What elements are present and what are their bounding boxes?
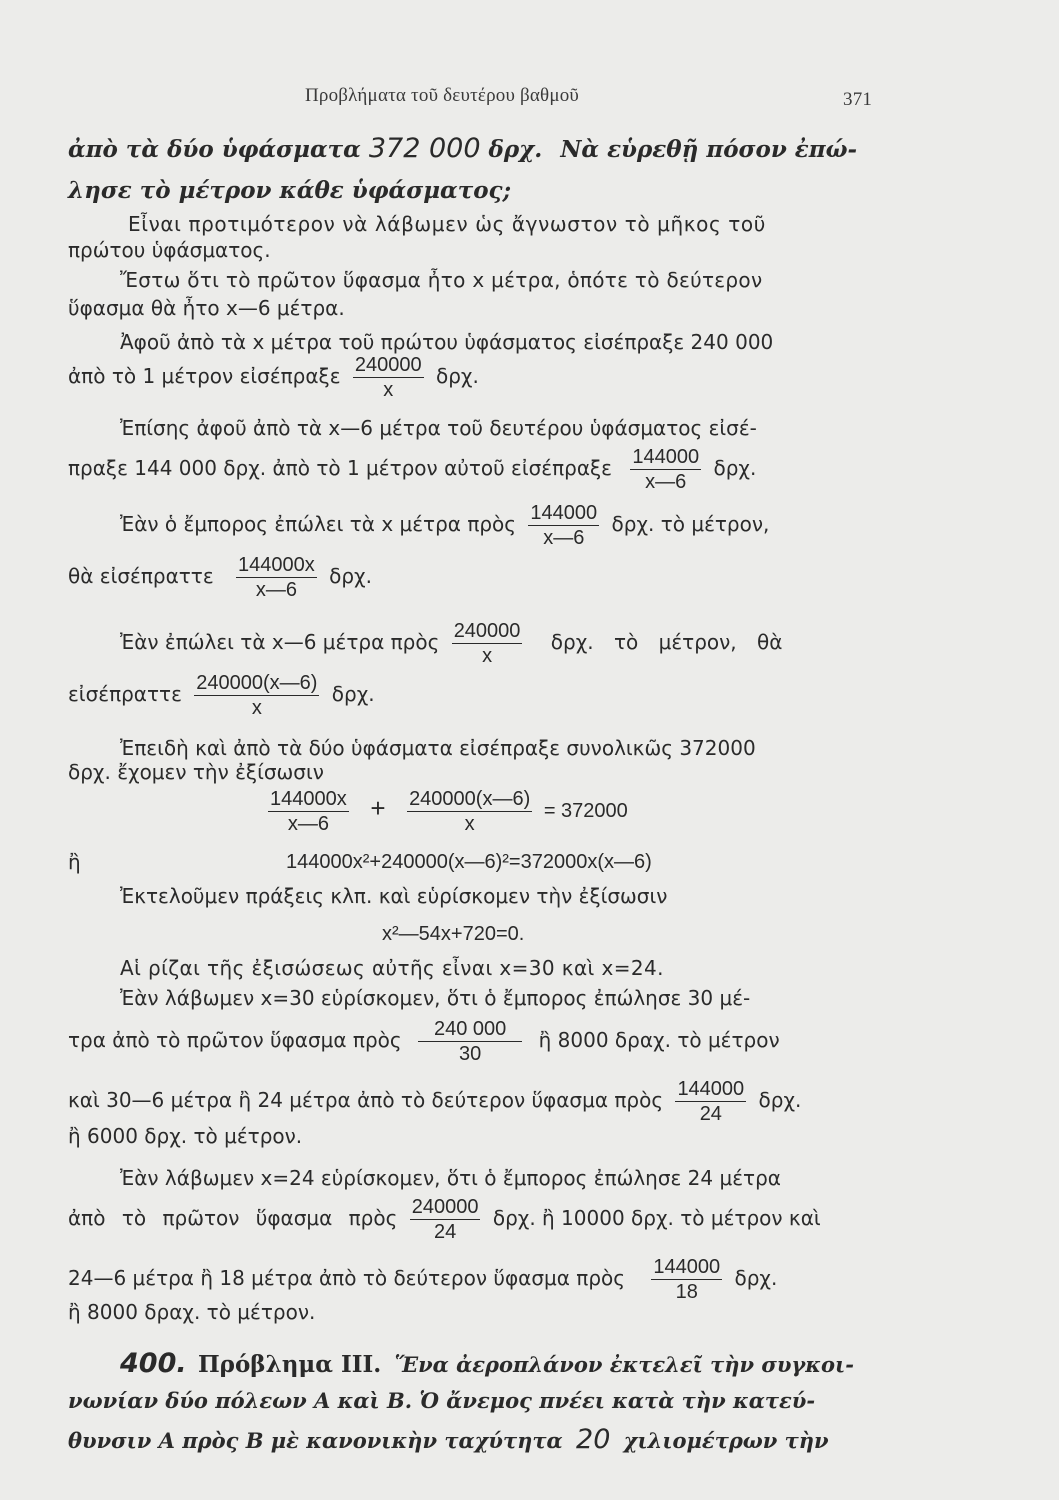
text-segment: ἀπὸ τὸ 1 μέτρον εἰσέπραξε — [68, 364, 341, 388]
fraction-144000-over-x-6 — [528, 502, 599, 549]
fraction-denominator: 30 — [459, 1043, 482, 1065]
text-line-9: Ἐπίσης ἀφοῦ ἀπὸ τὰ x—6 μέτρα τοῦ δευτέρου ὑφάσματος εἰσέ- — [120, 416, 757, 440]
text-line-13 — [120, 620, 782, 667]
text-line-21 — [68, 1078, 801, 1125]
text-line-24 — [68, 1196, 821, 1243]
plus-sign: + — [370, 792, 386, 823]
text-segment: 24—6 μέτρα ἢ 18 μέτρα ἀπὸ τὸ δεύτερον ὕφασμα πρὸς — [68, 1266, 625, 1290]
text-segment: Ἐὰν ὁ ἔμπορος ἐπώλει τὰ x μέτρα πρὸς — [120, 512, 517, 536]
problem-line-2: λησε τὸ μέτρον κάθε ὑφάσματος; — [68, 177, 512, 204]
problem-400-line-2: νωνίαν δύο πόλεων Α καὶ Β. Ὁ ἄνεμος πνέει κατὰ τὴν κατεύ- — [68, 1388, 816, 1413]
fraction-denominator: x — [482, 645, 493, 667]
equation-2: 144000x²+240000(x—6)²=372000x(x—6) — [286, 851, 652, 873]
fraction-denominator: x—6 — [543, 527, 585, 549]
fraction-denominator: x—6 — [255, 579, 297, 601]
text-line-4: πρώτου ὑφάσματος. — [68, 238, 271, 262]
problem-text: ἀπὸ τὰ δύο ὑφάσματα — [68, 136, 361, 163]
fraction-numerator: 144000x — [270, 788, 347, 810]
text-line-26: ἢ 8000 δραχ. τὸ μέτρον. — [68, 1300, 316, 1324]
running-header-title: Προβλήματα τοῦ δευτέρου βαθμοῦ — [305, 85, 580, 106]
problem-text: Ἕνα ἀεροπλάνον ἐκτελεῖ τὴν συγκοι- — [394, 1352, 854, 1377]
page-number: 371 — [843, 89, 873, 110]
fraction-240000-over-30 — [418, 1018, 522, 1065]
problem-400-line-1 — [120, 1348, 854, 1381]
fraction-denominator: x—6 — [287, 813, 329, 835]
problem-text: χιλιομέτρων τὴν — [623, 1428, 829, 1453]
problem-line-1 — [68, 134, 857, 165]
text-segment: δρχ. τὸ μέτρον, θὰ — [550, 630, 783, 654]
text-line-7: Ἀφοῦ ἀπὸ τὰ x μέτρα τοῦ πρώτου ὑφάσματος εἰσέπραξε 240 000 — [120, 330, 774, 354]
text-line-16: δρχ. ἔχομεν τὴν ἐξίσωσιν — [68, 760, 324, 784]
fraction-denominator: 24 — [433, 1221, 457, 1243]
fraction-numerator: 240000(x—6) — [409, 788, 531, 810]
text-segment: ἢ 8000 δραχ. τὸ μέτρον — [538, 1028, 780, 1052]
amount-372000: 372 000 — [368, 133, 481, 164]
text-line-6: ὕφασμα θὰ ἦτο x—6 μέτρα. — [68, 296, 345, 320]
fraction-denominator: x — [251, 697, 262, 719]
text-line-22: ἢ 6000 δρχ. τὸ μέτρον. — [68, 1124, 303, 1148]
text-line-8 — [68, 354, 479, 401]
text-line-10 — [68, 446, 756, 493]
fraction-numerator: 144000 — [677, 1078, 745, 1100]
fraction-denominator: 24 — [699, 1103, 722, 1125]
unit-drx: δρχ. — [734, 1266, 778, 1290]
fraction-denominator: x — [464, 813, 475, 835]
unit-drx: δρχ. — [329, 564, 372, 588]
text-line-23: Ἐὰν λάβωμεν x=24 εὑρίσκομεν, ὅτι ὁ ἔμπορος ἐπώλησε 24 μέτρα — [120, 1166, 781, 1190]
text-line-14 — [68, 672, 375, 719]
fraction-numerator: 144000 — [632, 446, 700, 468]
text-line-18: Αἱ ρίζαι τῆς ἐξισώσεως αὐτῆς εἶναι x=30 καὶ x=24. — [120, 956, 664, 980]
problem-title: Πρόβλημα III. — [197, 1351, 382, 1378]
text-line-17: Ἐκτελοῦμεν πράξεις κλπ. καὶ εὑρίσκομεν τὴν ἐξίσωσιν — [120, 884, 668, 908]
equation-1 — [262, 788, 628, 835]
text-line-19: Ἐὰν λάβωμεν x=30 εὑρίσκομεν, ὅτι ὁ ἔμπορος ἐπώλησε 30 μέ- — [120, 986, 751, 1010]
text-segment: πραξε 144 000 δρχ. ἀπὸ τὸ 1 μέτρον αὐτοῦ εἰσέπραξε — [68, 456, 612, 480]
text-segment: ἀπὸ τὸ πρῶτον ὕφασμα πρὸς — [68, 1206, 398, 1230]
fraction-144000-over-x-6 — [630, 446, 701, 493]
text-segment: δρχ. τὸ μέτρον, — [611, 512, 770, 536]
fraction-denominator: x—6 — [645, 471, 687, 493]
text-segment: δρχ. ἢ 10000 δρχ. τὸ μέτρον καὶ — [492, 1206, 821, 1230]
unit-drx: δρχ. — [331, 682, 375, 706]
fraction-240000-over-24 — [410, 1196, 481, 1243]
unit-drx: δρχ. — [713, 456, 757, 480]
fraction-numerator: 240000 — [453, 620, 521, 642]
unit-drx: δρχ. — [758, 1088, 802, 1112]
text-segment: εἰσέπραττε — [68, 682, 182, 706]
problem-number: 400. — [120, 1348, 187, 1379]
text-line-12 — [68, 554, 372, 601]
fraction-144000-over-24 — [675, 1078, 746, 1125]
fraction-144000x-over-x-6 — [268, 788, 349, 835]
text-line-25 — [68, 1256, 777, 1303]
fraction-numerator: 144000x — [238, 554, 315, 576]
fraction-numerator: 240000 — [354, 354, 422, 376]
fraction-numerator: 240000 — [411, 1196, 479, 1218]
text-segment: θὰ εἰσέπραττε — [68, 564, 214, 588]
text-line-15: Ἐπειδὴ καὶ ἀπὸ τὰ δύο ὑφάσματα εἰσέπραξε συνολικῶς 372000 — [120, 736, 756, 760]
fraction-240000-x-6-over-x — [407, 788, 532, 835]
text-segment: τρα ἀπὸ τὸ πρῶτον ὕφασμα πρὸς — [68, 1028, 402, 1052]
unit-drx: δρχ. — [436, 364, 479, 388]
speed-20: 20 — [576, 1424, 611, 1455]
text-line-3: Εἶναι προτιμότερον νὰ λάβωμεν ὡς ἄγνωστον τὸ μῆκος τοῦ — [128, 212, 766, 236]
or-label: ἢ — [68, 850, 81, 874]
equation-rhs: = 372000 — [543, 799, 628, 822]
problem-text: θυνσιν Α πρὸς Β μὲ κανονικὴν ταχύτητα — [68, 1428, 563, 1453]
fraction-numerator: 144000 — [530, 502, 598, 524]
text-segment: Ἐὰν ἐπώλει τὰ x—6 μέτρα πρὸς — [120, 630, 440, 654]
fraction-numerator: 240000(x—6) — [196, 672, 318, 694]
fraction-numerator: 144000 — [653, 1256, 721, 1278]
fraction-144000x-over-x-6 — [236, 554, 317, 601]
fraction-denominator: 18 — [675, 1281, 698, 1303]
fraction-240000-x-6-over-x — [194, 672, 319, 719]
text-line-11 — [120, 502, 769, 549]
problem-question: Νὰ εὑρεθῇ πόσον ἐπώ- — [560, 136, 858, 163]
text-segment: καὶ 30—6 μέτρα ἢ 24 μέτρα ἀπὸ τὸ δεύτερον ὕφασμα πρὸς — [68, 1088, 664, 1112]
fraction-240000-over-x — [452, 620, 523, 667]
problem-unit: δρχ. — [488, 136, 543, 163]
fraction-240000-over-x — [353, 354, 424, 401]
text-line-20 — [68, 1018, 780, 1065]
fraction-denominator: x — [383, 379, 394, 401]
fraction-144000-over-18 — [651, 1256, 722, 1303]
equation-3: x²—54x+720=0. — [382, 923, 525, 945]
fraction-numerator: 240 000 — [418, 1018, 522, 1042]
problem-400-line-3 — [68, 1424, 829, 1457]
text-line-5: Ἔστω ὅτι τὸ πρῶτον ὕφασμα ἦτο x μέτρα, ὁπότε τὸ δεύτερον — [120, 268, 763, 292]
